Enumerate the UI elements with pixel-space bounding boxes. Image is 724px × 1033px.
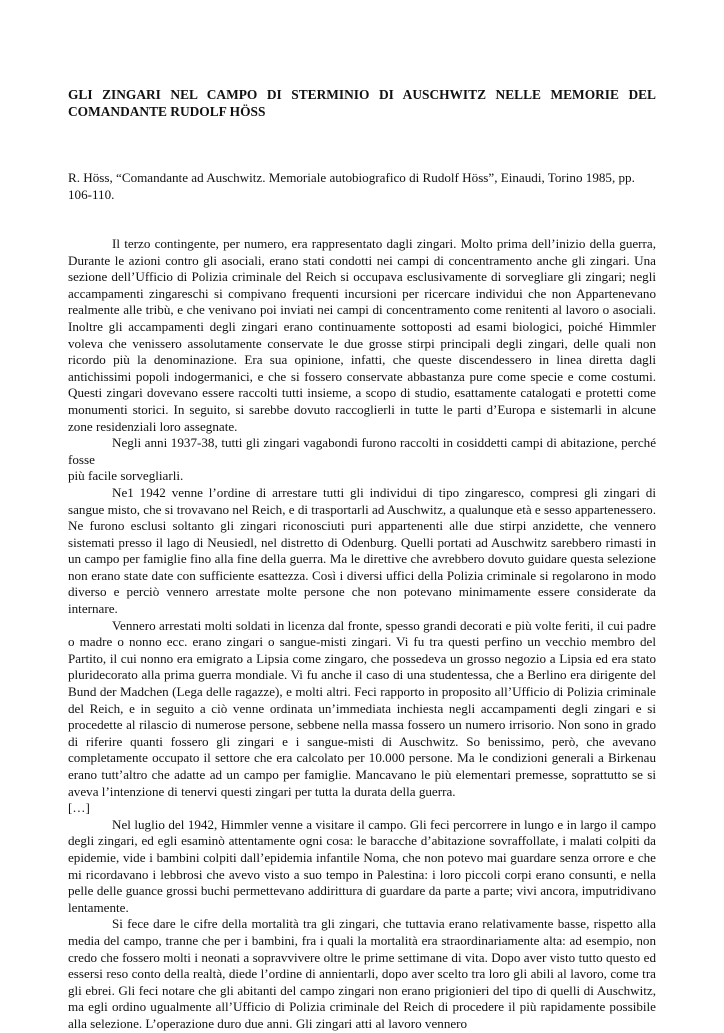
ellipsis-marker: […] <box>68 800 90 816</box>
paragraph-1937-camps: Negli anni 1937-38, tutti gli zingari vagabondi furono raccolti in cosiddetti campi di abitazione, perché fosse <box>68 435 656 467</box>
document-page <box>68 86 656 1033</box>
paragraph-soldiers-arrested: Vennero arrestati molti soldati in licenza dal fronte, spesso grandi decorati e più volte feriti, il cui padre o madre o nonno ecc. erano zingari o sangue-misti zingari. Vi fu tra questi perfino un vecchio membro del Partito, il cui nonno era emigrato a Lipsia come zingaro, che possedeva un grosso negozio a Lipsia ed era stato pluridecorato alla prima guerra mondiale. Vi fu anche il caso di una studentessa, che a Berlino era dirigente del Bund der Madchen (Lega delle ragazze), e molti altri. Feci rapporto in proposito all’Ufficio di Polizia criminale del Reich, e in seguito a ciò venne ordinata un’immediata inchiesta negli accampamenti degli zingari e si procedette al rilascio di numerose persone, sebbene nella massa fossero un numero irrisorio. Non sono in grado di riferire quanti fossero gli zingari e i sangue-misti di Auschwitz. So benissimo, però, che avevano completamente occupato il settore che era calcolato per 10.000 persone. Ma le condizioni generali a Birkenau erano tutt’altro che adatte ad un campo per famiglie. Mancavano le più elementari premesse, soprattutto se si aveva l’intenzione di tenervi questi zingari per tutta la durata della guerra. <box>68 617 656 799</box>
paragraph-1937-camps-continued: più facile sorvegliarli. <box>68 468 184 484</box>
source-citation: R. Höss, “Comandante ad Auschwitz. Memoriale autobiografico di Rudolf Höss”, Einaudi, Torino 1985, pp. 106-110. <box>68 170 635 202</box>
document-title: GLI ZINGARI NEL CAMPO DI STERMINIO DI AUSCHWITZ NELLE MEMORIE DEL COMANDANTE RUDOLF HÖSS <box>68 87 656 119</box>
paragraph-mortality: Si fece dare le cifre della mortalità tra gli zingari, che tuttavia erano relativamente basse, rispetto alla media del campo, tranne che per i bambini, fra i quali la mortalità era straordinariamente alta: ad esempio, non credo che fossero molti i neonati a sopravvivere oltre le prime settimane di vita. Dopo aver visto tutto questo ed essersi reso conto della realtà, diede l’ordine di annientarli, dopo aver scelto tra loro gli abili al lavoro, come tra gli ebrei. Gli feci notare che gli abitanti del campo zingari non erano prigionieri del tipo di quelli di Auschwitz, ma egli ordino ugualmente all’Ufficio di Polizia criminale del Reich di procedere il più rapidamente possibile alla selezione. L’operazione duro due anni. Gli zingari atti al lavoro vennero <box>68 916 656 1031</box>
paragraph-gypsies-intro: Il terzo contingente, per numero, era rappresentato dagli zingari. Molto prima dell’inizio della guerra, Durante le azioni contro gli asociali, erano stati condotti nei campi di concentramento anche gli zingari. Una sezione dell’Ufficio di Polizia criminale del Reich si occupava esclusivamente di sorvegliare gli zingari; negli accampamenti zingareschi si compivano frequenti incursioni per ricercare individui che non Appartenevano realmente alle tribù, e che venivano poi inviati nei campi di concentramento come renitenti al lavoro o asociali. Inoltre gli accampamenti degli zingari erano continuamente sottoposti ad esami biologici, poiché Himmler voleva che venissero assolutamente conservate le due grosse stirpi principali degli zingari, delle quali non ricordo più la denominazione. Era sua opinione, infatti, che queste discendessero in linea diretta dagli antichissimi popoli indogermanici, e che si fossero conservate abbastanza pure come specie e come costumi. Questi zingari dovevano essere raccolti tutti insieme, a scopo di studio, esattamente catalogati e protetti come monumenti storici. In seguito, si sarebbe dovuto raccoglierli in tutte le parti d’Europa e sistemarli in alcune zone residenziali loro assegnate. <box>68 236 656 434</box>
document-body <box>68 236 656 1033</box>
paragraph-1942-arrest-order: Ne1 1942 venne l’ordine di arrestare tutti gli individui di tipo zingaresco, compresi gli zingari di sangue misto, che si trovavano nel Reich, e di trasportarli ad Auschwitz, a qualunque età e sesso appartenessero. Ne furono esclusi soltanto gli zingari riconosciuti puri appartenenti alle due stirpi anzidette, che vennero sistemati presso il lago di Neusiedl, nel distretto di Odenburg. Quelli portati ad Auschwitz sarebbero rimasti in un campo per famiglie fino alla fine della guerra. Ma le direttive che avrebbero dovuto guidare questa selezione non erano state date con sufficiente esattezza. Così i diversi uffici della Polizia criminale si regolarono in modo diverso e perciò vennero arrestate molte persone che non potevano minimamente essere considerate da internare. <box>68 484 656 617</box>
paragraph-himmler-visit: Nel luglio del 1942, Himmler venne a visitare il campo. Gli feci percorrere in lungo e in largo il campo degli zingari, ed egli esaminò attentamente ogni cosa: le baracche d’abitazione sovraffollate, i malati colpiti da epidemie, vide i bambini colpiti dall’epidemia infantile Noma, che non potevo mai guardare senza orrore e che mi ricordavano i lebbrosi che avevo visto a suo tempo in Palestina: i loro piccoli corpi erano consunti, e nella pelle delle guance grossi buchi permettevano addirittura di guardare da parte a parte; vivi ancora, imputridivano lentamente. <box>68 816 656 915</box>
